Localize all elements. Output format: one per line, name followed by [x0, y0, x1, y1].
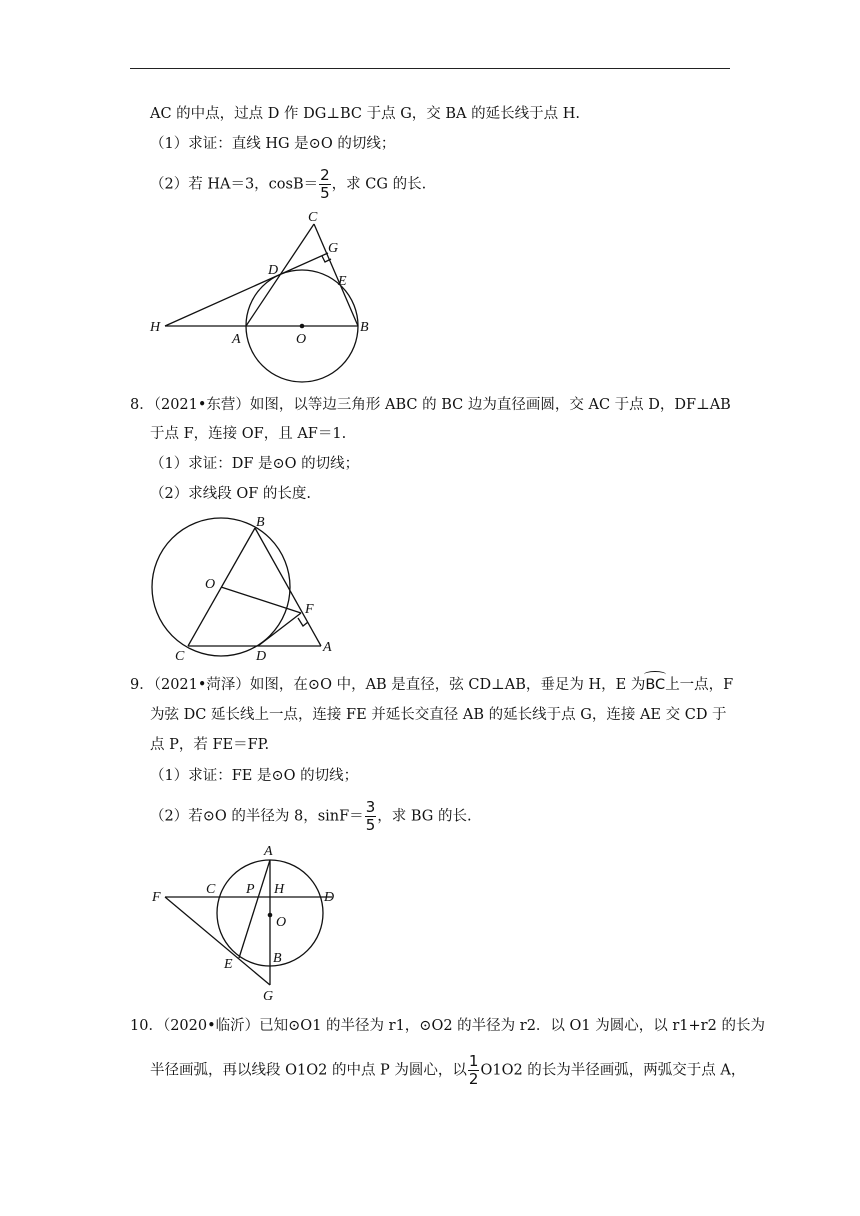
q8-part1: （1）求证：DF 是⊙O 的切线；: [150, 456, 360, 472]
q9-line2: 为弦 DC 延长线上一点，连接 FE 并延长交直径 AB 的延长线于点 G，连接 AE 交 CD 于: [150, 707, 727, 723]
line-ba: [255, 528, 321, 646]
fraction: $\frac{1}{2}$: [468, 1052, 479, 1088]
fraction: $\frac{3}{5}$: [365, 798, 376, 834]
figure-point-label: E: [338, 274, 347, 289]
q8-line2: 于点 F，连接 OF，且 AF＝1.: [150, 426, 347, 442]
q8-part2: （2）求线段 OF 的长度.: [150, 486, 312, 502]
figure-point-label: B: [273, 951, 282, 966]
q9-line3: 点 P，若 FE＝FP.: [150, 737, 270, 753]
figure-point-label: C: [308, 210, 318, 225]
figure-point-label: O: [205, 577, 216, 592]
q10-line2: 半径画弧，再以线段 O1O2 的中点 P 为圆心，以 $\frac{1}{2}$ O1O2 的长为半径画弧，两弧交于点 A，: [150, 1052, 746, 1088]
figure-point-label: D: [256, 649, 267, 664]
figure-q9: [165, 860, 335, 985]
q7-line: AC 的中点，过点 D 作 DG⊥BC 于点 G，交 BA 的延长线于点 H.: [150, 106, 580, 122]
line-df: [258, 613, 301, 646]
figure-point-label: O: [296, 332, 307, 347]
fraction: $\frac{2}{5}$: [320, 166, 330, 202]
figure-point-label: E: [224, 957, 233, 972]
center-dot: [268, 913, 273, 918]
arc-bc: BC: [645, 677, 666, 693]
figure-q8: [152, 518, 321, 656]
figure-point-label: G: [263, 989, 274, 1004]
q7-part2: （2）若 HA＝3，cosB＝ $\frac{2}{5}$ ，求 CG 的长.: [150, 166, 427, 202]
center-dot: [300, 324, 305, 329]
figure-point-label: O: [276, 915, 287, 930]
q10-line1: 10．（2020•临沂）已知⊙O1 的半径为 r1，⊙O2 的半径为 r2．以 O1 为圆心，以 r1+r2 的长为: [130, 1018, 765, 1034]
figure-point-label: B: [360, 320, 369, 335]
figure-q8-labels: [175, 515, 332, 664]
line-cb: [314, 224, 358, 326]
figure-point-label: P: [246, 882, 255, 897]
q9-part1: （1）求证：FE 是⊙O 的切线；: [150, 768, 359, 784]
figure-point-label: F: [152, 890, 161, 905]
q8-line1: 8．（2021•东营）如图，以等边三角形 ABC 的 BC 边为直径画圆，交 AC 于点 D，DF⊥AB: [130, 397, 731, 413]
figure-point-label: H: [274, 882, 285, 897]
figure-point-label: A: [323, 640, 332, 655]
q7-part1: （1）求证：直线 HG 是⊙O 的切线；: [150, 136, 396, 152]
figure-point-label: F: [305, 602, 314, 617]
q9-line1: 9．（2021•菏泽）如图，在⊙O 中，AB 是直径，弦 CD⊥AB，垂足为 H，E 为BC上一点，F: [130, 677, 734, 693]
q9-part2: （2）若⊙O 的半径为 8，sinF＝ $\frac{3}{5}$ ，求 BG 的长.: [150, 798, 472, 834]
line-ae: [239, 860, 270, 958]
figure-point-label: D: [268, 263, 279, 278]
figure-point-label: A: [264, 844, 273, 859]
figure-point-label: C: [206, 882, 216, 897]
figure-point-label: G: [328, 241, 339, 256]
figure-point-label: H: [150, 320, 161, 335]
figure-point-label: D: [324, 890, 335, 905]
figure-point-label: B: [256, 515, 265, 530]
figure-point-label: A: [232, 332, 241, 347]
figure-point-label: C: [175, 649, 185, 664]
